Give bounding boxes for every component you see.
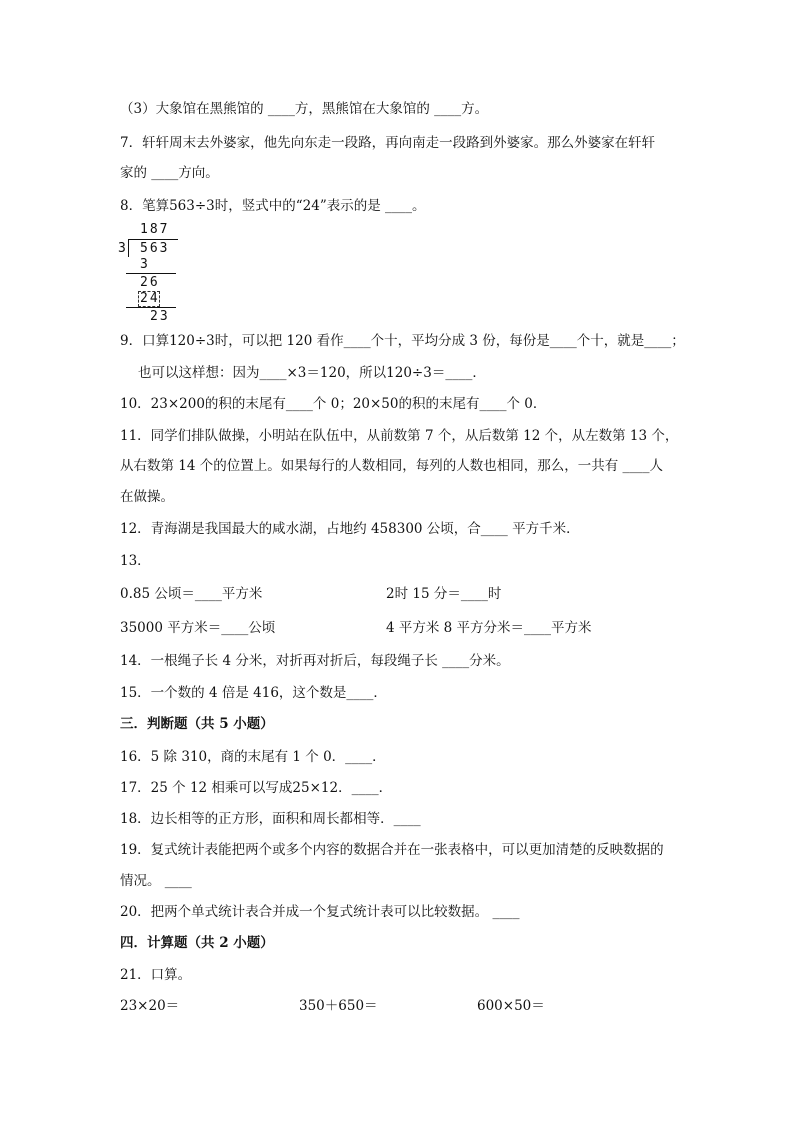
question-21-item-2: 350＋650＝	[299, 998, 378, 1014]
question-9-line-2: 也可以这样想：因为____×3＝120，所以120÷3＝____．	[138, 365, 486, 381]
question-13-item-4: 4 平方米 8 平方分米＝____平方米	[386, 620, 592, 636]
question-9-line-1: 9．口算120÷3时，可以把 120 看作____个十，平均分成 3 份，每份是____个十，就是____；	[120, 333, 685, 349]
division-step-3: 24	[140, 291, 160, 306]
question-21-item-3: 600×50＝	[477, 998, 545, 1014]
question-16: 16．5 除 310，商的末尾有 1 个 0．____．	[120, 749, 386, 765]
question-19-line-2: 情况。 ____	[120, 873, 192, 889]
division-step-4: 23	[150, 309, 170, 324]
question-17: 17．25 个 12 相乘可以写成25×12．____．	[120, 780, 393, 796]
question-19-line-1: 19．复式统计表能把两个或多个内容的数据合并在一张表格中，可以更加清楚的反映数据的	[120, 842, 664, 858]
division-divisor: 3	[118, 241, 128, 256]
division-step-1: 3	[140, 257, 150, 272]
question-21-item-1: 23×20＝	[120, 998, 180, 1014]
question-7-line-2: 家的 ____方向。	[120, 165, 219, 181]
question-8: 8．笔算563÷3时，竖式中的“24”表示的是 ____。	[120, 198, 426, 214]
question-12: 12．青海湖是我国最大的咸水湖，占地约 458300 公顷，合____ 平方千米．	[120, 521, 580, 537]
question-18: 18．边长相等的正方形，面积和周长都相等．____	[120, 811, 421, 827]
question-6-part-3: （3）大象馆在黑熊馆的 ____方，黑熊馆在大象馆的 ____方。	[120, 101, 489, 117]
question-11-line-3: 在做操。	[120, 489, 174, 505]
question-20: 20．把两个单式统计表合并成一个复式统计表可以比较数据。 ____	[120, 904, 520, 920]
question-10: 10．23×200的积的末尾有____个 0；20×50的积的末尾有____个 0．	[120, 396, 547, 412]
question-7-line-1: 7．轩轩周末去外婆家，他先向东走一段路，再向南走一段路到外婆家。那么外婆家在轩轩	[120, 135, 656, 151]
question-13-item-3: 35000 平方米＝____公顷	[120, 620, 276, 636]
question-13-item-2: 2时 15 分＝____时	[386, 586, 502, 602]
question-13: 13．	[120, 553, 151, 569]
division-step-2: 26	[140, 275, 160, 290]
division-bracket	[128, 239, 129, 257]
question-15: 15．一个数的 4 倍是 416，这个数是____．	[120, 685, 387, 701]
division-dividend: 563	[140, 241, 170, 256]
division-quotient: 187	[140, 222, 170, 237]
question-11-line-2: 从右数第 14 个的位置上。如果每行的人数相同，每列的人数也相同，那么，一共有 ____人	[120, 458, 664, 474]
question-14: 14．一根绳子长 4 分米，对折再对折后，每段绳子长 ____分米。	[120, 653, 510, 669]
section-4-heading: 四．计算题（共 2 小题）	[120, 935, 274, 951]
section-3-heading: 三．判断题（共 5 小题）	[120, 716, 274, 732]
question-13-item-1: 0.85 公顷＝____平方米	[120, 586, 263, 602]
question-21: 21．口算。	[120, 967, 192, 983]
question-11-line-1: 11．同学们排队做操，小明站在队伍中，从前数第 7 个，从后数第 12 个，从左数第 13 个，	[120, 428, 679, 444]
